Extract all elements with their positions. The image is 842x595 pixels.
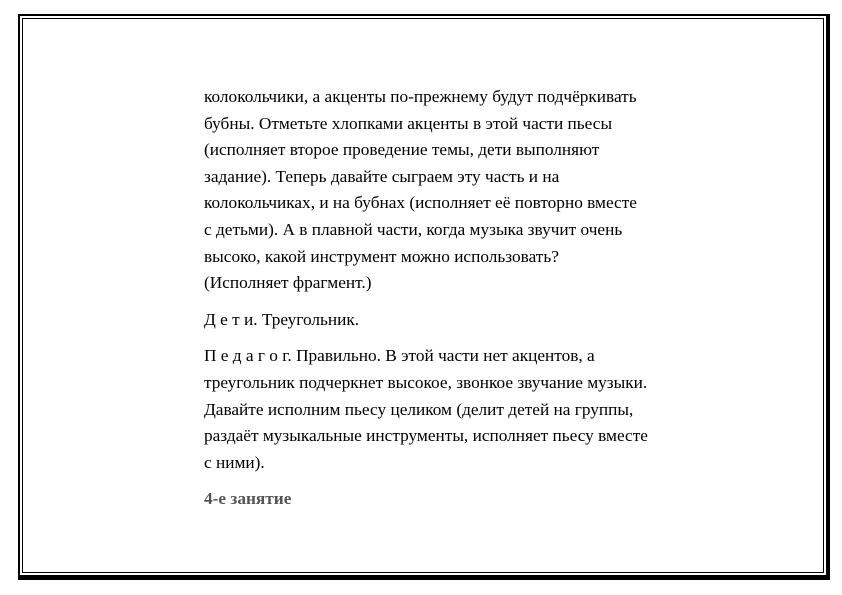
reply-text: Треугольник. xyxy=(261,309,360,329)
reply-text: Правильно. В этой части нет акцентов, а xyxy=(296,346,595,366)
speaker-label: П е д а г о г. xyxy=(204,346,292,366)
text-line: раздаёт музыкальные инструменты, исполняет пьесу вместе xyxy=(204,426,648,446)
text-line: колокольчики, а акценты по-прежнему будут подчёркивать xyxy=(204,87,637,106)
paragraph-narration xyxy=(204,84,724,297)
text-line: с ними). xyxy=(204,452,265,472)
paragraph-children-reply xyxy=(204,307,724,334)
text-line: с детьми). А в плавной части, когда музыка звучит очень xyxy=(204,219,623,239)
text-line: колокольчиках, и на бубнах (исполняет её повторно вместе xyxy=(204,193,637,213)
text-line: (исполняет второе проведение темы, дети выполняют xyxy=(204,140,600,160)
text-line xyxy=(204,343,724,370)
text-line: бубны. Отметьте хлопками акценты в этой части пьесы xyxy=(204,113,613,133)
paragraph-teacher-reply xyxy=(204,343,724,476)
text-line: высоко, какой инструмент можно использовать? xyxy=(204,246,559,266)
text-line xyxy=(204,307,724,334)
text-line: задание). Теперь давайте сыграем эту часть и на xyxy=(204,166,560,186)
text-line: Давайте исполним пьесу целиком (делит детей на группы, xyxy=(204,399,634,419)
text-line: (Исполняет фрагмент.) xyxy=(204,273,372,293)
section-heading: 4-е занятие xyxy=(204,489,292,509)
text-line: треугольник подчеркнет высокое, звонкое звучание музыки. xyxy=(204,372,648,392)
document-body xyxy=(204,84,724,523)
speaker-label: Д е т и. xyxy=(204,309,258,329)
